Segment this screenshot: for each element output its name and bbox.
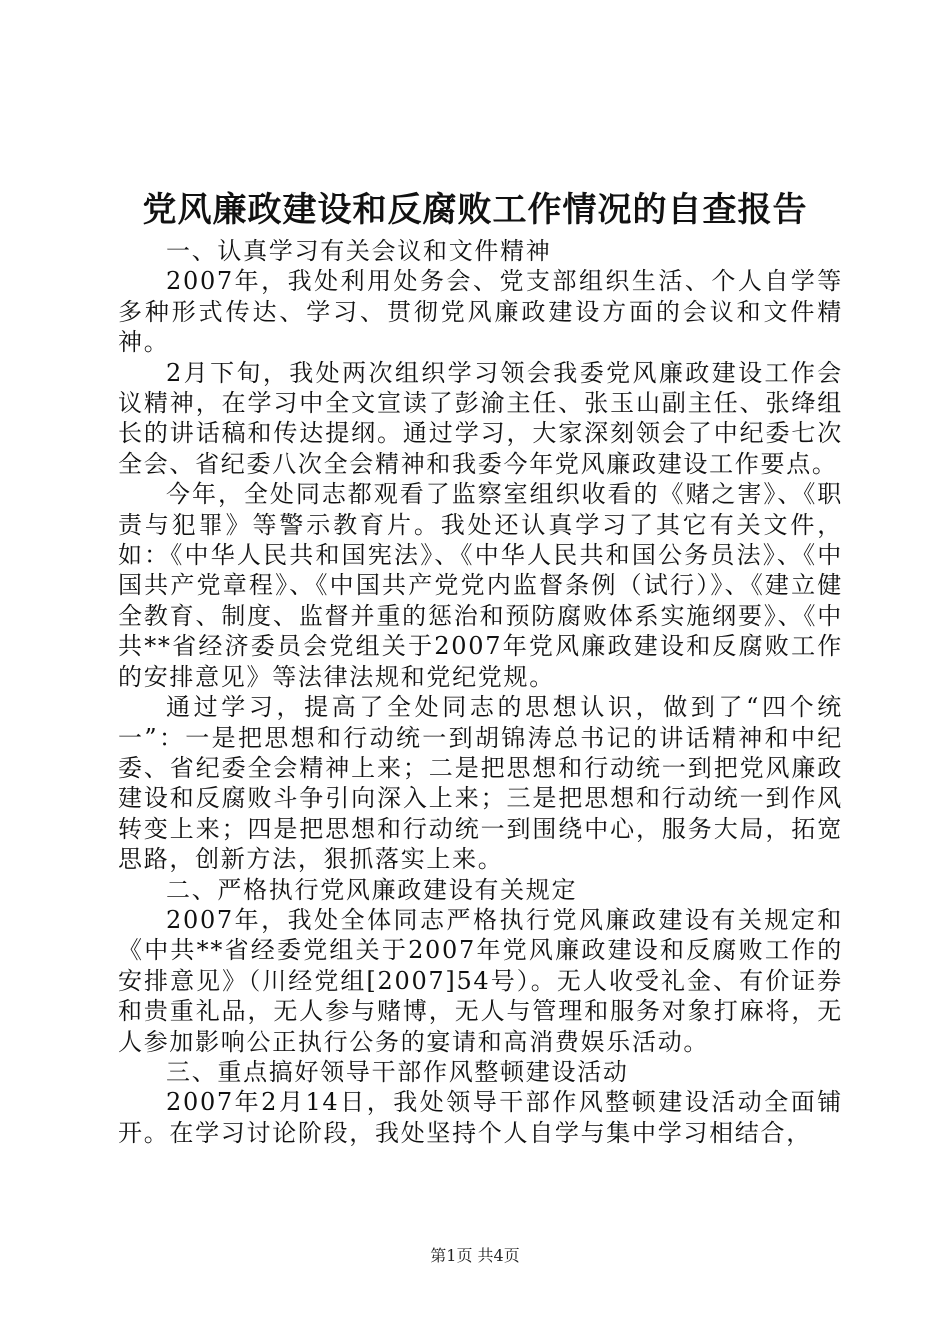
page-number: 第1页 共4页 [430,1246,520,1265]
document-title: 党风廉政建设和反腐败工作情况的自查报告 [142,190,808,230]
section-heading-3: 三、重点搞好领导干部作风整顿建设活动 [166,1057,629,1086]
body-paragraph: 2007年2月14日，我处领导干部作风整顿建设活动全面铺开。在学习讨论阶段，我处坚持个人自学与集中学习相结合， [118,1088,843,1147]
section-heading-2: 二、严格执行党风廉政建设有关规定 [166,875,578,904]
section-heading-1: 一、认真学习有关会议和文件精神 [166,237,552,265]
body-paragraph: 2007年，我处全体同志严格执行党风廉政建设有关规定和《中共**省经委党组关于2007年党风廉政建设和反腐败工作的安排意见》（川经党组[2007]54号）。无人收受礼金、有价证券和贵重礼品，无人参与赌博，无人与管理和服务对象打麻将，无人参加影响公正执行公务的宴请和高消费娱乐活动。 [118,905,843,1056]
body-paragraph: 通过学习，提高了全处同志的思想认识，做到了“四个统一”：一是把思想和行动统一到胡锦涛总书记的讲话精神和中纪委、省纪委全会精神上来；二是把思想和行动统一到把党风廉政建设和反腐败斗争引向深入上来；三是把思想和行动统一到作风转变上来；四是把思想和行动统一到围绕中心，服务大局，拓宽思路，创新方法，狠抓落实上来。 [118,693,843,874]
body-paragraph: 2月下旬，我处两次组织学习领会我委党风廉政建设工作会议精神，在学习中全文宣读了彭渝主任、张玉山副主任、张绛组长的讲话稿和传达提纲。通过学习，大家深刻领会了中纪委七次全会、省纪委八次全会精神和我委今年党风廉政建设工作要点。 [118,358,843,478]
body-paragraph: 2007年，我处利用处务会、党支部组织生活、个人自学等多种形式传达、学习、贯彻党风廉政建设方面的会议和文件精神。 [118,267,843,357]
body-paragraph: 今年，全处同志都观看了监察室组织收看的《赌之害》、《职责与犯罪》等警示教育片。我处还认真学习了其它有关文件，如：《中华人民共和国宪法》、《中华人民共和国公务员法》、《中国共产党章程》、《中国共产党党内监督条例（试行）》、《建立健全教育、制度、监督并重的惩治和预防腐败体系实施纲要》、《中共**省经济委员会党组关于2007年党风廉政建设和反腐败工作的安排意见》等法律法规和党纪党规。 [118,480,843,691]
document-body [118,236,843,1148]
